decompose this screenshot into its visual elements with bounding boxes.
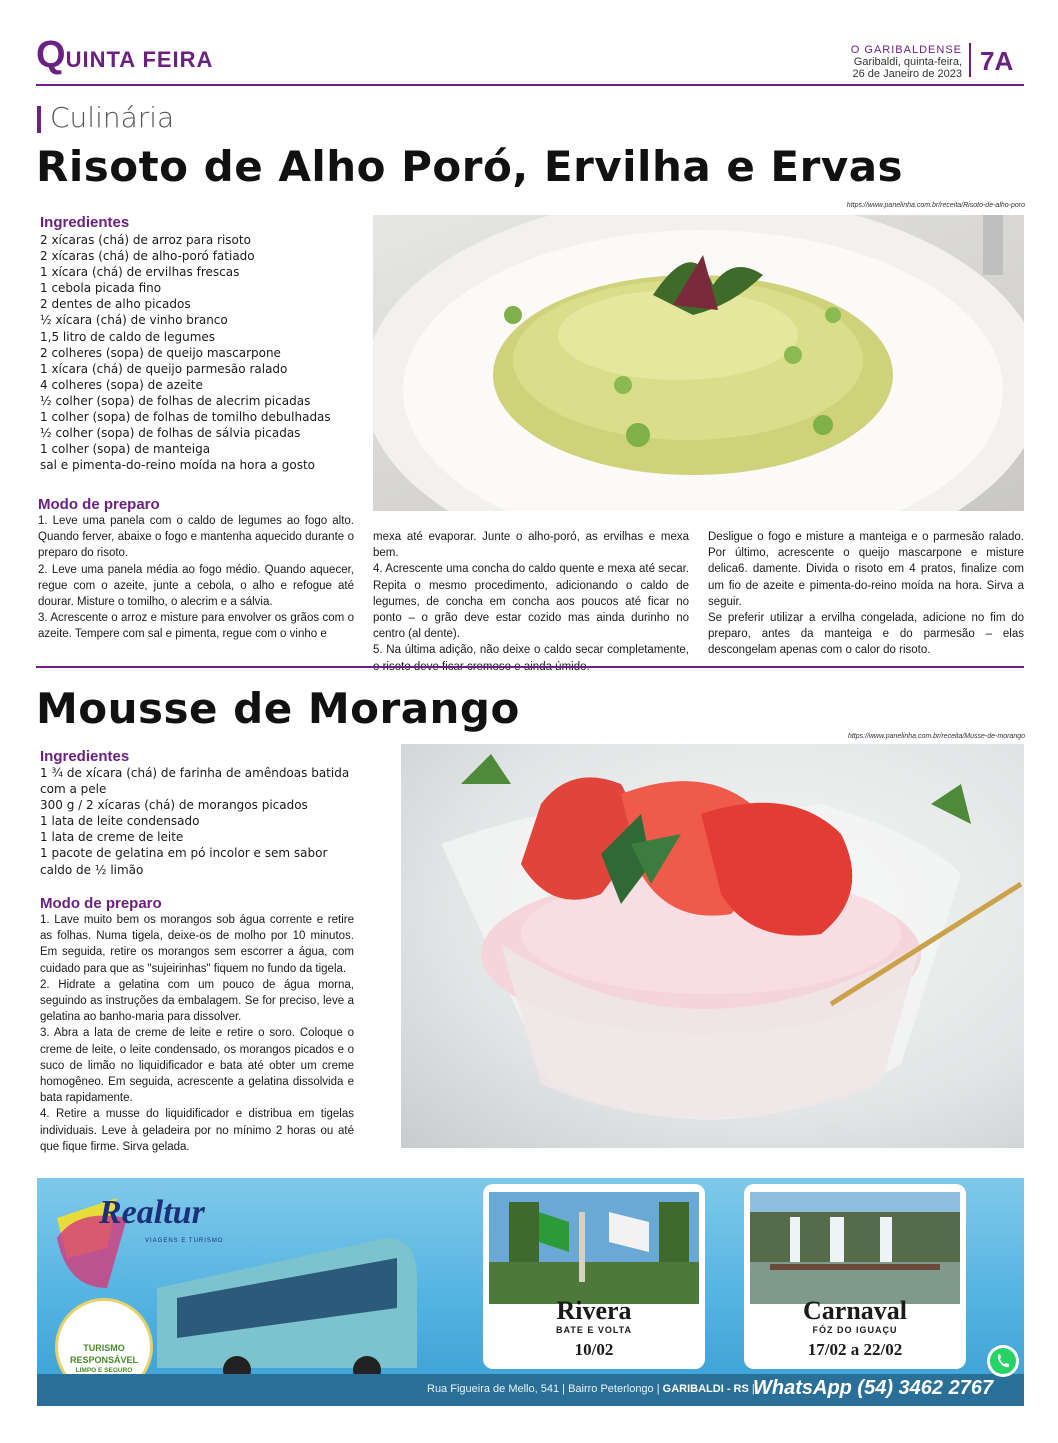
method-step: Se preferir utilizar a ervilha congelada, adicione no fim do preparo, antes da manteiga e do parmesão – elas descongelam apenas com o calor do risoto. — [708, 612, 1024, 657]
ad-address: Rua Figueira de Mello, 541 | Bairro Peterlongo | GARIBALDI - RS | — [427, 1383, 755, 1395]
method-step: mexa até evaporar. Junte o alho-poró, as ervilhas e mexa bem. — [373, 531, 689, 560]
ingredient-item: caldo de ½ limão — [40, 862, 144, 877]
method-step: 3. Acrescente o arroz e misture para envolver os grãos com o azeite. Tempere com sal e pimenta, regue com o vinho e — [38, 612, 354, 641]
ingredient-item: 1 lata de creme de leite — [40, 830, 184, 845]
whatsapp-icon[interactable] — [987, 1345, 1019, 1377]
trip-card-rivera[interactable] — [483, 1184, 705, 1369]
recipe2-ingredients-list — [40, 765, 360, 878]
responsible-tourism-seal: TURISMO RESPONSÁVEL LIMPO E SEGURO — [55, 1298, 153, 1396]
header-rule — [36, 84, 1024, 86]
newspaper-name: O GARIBALDENSE — [850, 44, 962, 56]
recipe1-method-col2 — [373, 529, 689, 675]
recipe2-title: Mousse de Morango — [36, 684, 520, 733]
trip-subtitle: BATE E VOLTA — [556, 1325, 632, 1335]
ingredient-item: 2 xícaras (chá) de arroz para risoto — [40, 233, 251, 247]
ingredient-item: 1 xícara (chá) de queijo parmesão ralado — [40, 361, 288, 376]
recipe2-ingredients-heading: Ingredientes — [40, 748, 130, 765]
issue-date-line2: 26 de Janeiro de 2023 — [852, 68, 962, 80]
ingredient-item: 2 colheres (sopa) de queijo mascarpone — [40, 345, 281, 360]
recipe2-method — [40, 912, 354, 1155]
ingredient-item: 300 g / 2 xícaras (chá) de morangos picados — [40, 798, 308, 813]
ingredient-item: 1 ¾ de xícara (chá) de farinha de amêndoas batida com a pele — [40, 766, 350, 797]
ingredient-item: 1 cebola picada fino — [40, 281, 162, 296]
ingredient-item: 1 xícara (chá) de ervilhas frescas — [40, 265, 240, 280]
recipe1-method-col1 — [38, 513, 354, 643]
recipe1-source-link[interactable]: https://www.panelinha.com.br/receita/Risoto-de-alho-poro — [846, 202, 1025, 209]
ingredient-item: 1 lata de leite condensado — [40, 814, 200, 829]
page-number: 7A — [980, 46, 1014, 76]
weekday-label: QUINTA FEIRA — [36, 34, 214, 76]
ingredient-item: 1 pacote de gelatina em pó incolor e sem sabor — [40, 846, 328, 861]
method-step: 3. Abra a lata de creme de leite e retire o soro. Coloque o creme de leite, o leite condensado, os morangos picados e o suco de limão no liquidificador e bata até obter um creme homogêneo. Em seguida, acrescente a gelatina dissolvida e bata rapidamente. — [40, 1027, 354, 1105]
ingredient-item: ½ colher (sopa) de folhas de alecrim picadas — [40, 393, 311, 408]
method-step: Desligue o fogo e misture a manteiga e o parmesão ralado. Por último, acrescente o queijo mascarpone e misture delica6. damente. Divida o risoto em 4 pratos, finalize com um fio de azeite e pimenta-do-reino moída na hora. Sirva a seguir. — [708, 531, 1024, 608]
paper-info — [851, 44, 962, 80]
trip-title: Rivera — [556, 1296, 632, 1325]
mousse-photo — [401, 744, 1024, 1148]
ingredient-item: 1,5 litro de caldo de legumes — [40, 329, 216, 344]
recipe2-method-heading: Modo de preparo — [40, 895, 162, 912]
rivera-photo — [489, 1192, 699, 1304]
issue-date-line1: Garibaldi, quinta-feira, — [853, 56, 962, 68]
method-step: 2. Leve uma panela média ao fogo médio. Quando aquecer, regue com o azeite, junte a cebola, o alho e refogue até dourar. Misture o tomilho, o alecrim e a sálvia. — [38, 563, 354, 609]
ingredient-item: 1 colher (sopa) de folhas de tomilho debulhadas — [40, 410, 331, 425]
realtur-advertisement[interactable] — [37, 1178, 1024, 1406]
ingredient-item: sal e pimenta-do-reino moída na hora a gosto — [40, 458, 316, 473]
trip-title: Carnaval — [803, 1296, 907, 1325]
page-number-separator — [969, 43, 971, 77]
risotto-photo — [373, 215, 1024, 511]
recipe1-method-col3 — [708, 529, 1024, 659]
method-step: 1. Leve uma panela com o caldo de legumes ao fogo alto. Quando ferver, abaixe o fogo e mantenha aquecido durante o preparo do risoto. — [38, 515, 354, 560]
section-marker — [37, 106, 41, 133]
ingredient-item: 2 xícaras (chá) de alho-poró fatiado — [40, 249, 255, 264]
recipe1-title: Risoto de Alho Poró, Ervilha e Ervas — [36, 142, 904, 191]
recipe2-source-link[interactable]: https://www.panelinha.com.br/receita/Musse-de-morango — [847, 733, 1025, 740]
recipe1-method-heading: Modo de preparo — [38, 496, 160, 513]
whatsapp-phone[interactable]: WhatsApp (54) 3462 2767 — [753, 1377, 994, 1399]
ingredient-item: ½ xícara (chá) de vinho branco — [40, 313, 228, 328]
realtur-logo: Realtur — [99, 1194, 205, 1231]
realtur-tagline: VIAGENS E TURISMO — [145, 1238, 224, 1244]
recipe1-ingredients-heading: Ingredientes — [40, 214, 130, 231]
ingredient-item: 4 colheres (sopa) de azeite — [40, 377, 203, 392]
masthead — [0, 0, 1058, 90]
method-step: 5. Na última adição, não deixe o caldo secar completamente, — [373, 644, 689, 657]
trip-card-carnaval[interactable] — [744, 1184, 966, 1369]
section-title: Culinária — [50, 101, 175, 134]
method-step: 4. Acrescente uma concha do caldo quente e mexa até secar. Repita o mesmo procedimento, adicionando o caldo de legumes, de concha em concha aos poucos até ficar no ponto – o grão deve estar cozido mas ainda durinho no centro (al dente). — [373, 563, 689, 641]
ingredient-item: 1 colher (sopa) de manteiga — [40, 442, 211, 457]
trip-date: 10/02 — [574, 1340, 614, 1359]
trip-date: 17/02 a 22/02 — [807, 1340, 903, 1359]
iguacu-falls-photo — [750, 1192, 960, 1304]
method-step: 2. Hidrate a gelatina com um pouco de água morna, seguindo as instruções da embalagem. Se for preciso, leve a gelatina ao banho-maria para dissolver. — [40, 978, 354, 1024]
recipe1-ingredients-list — [40, 232, 365, 473]
ingredient-item: 2 dentes de alho picados — [40, 297, 191, 312]
trip-subtitle: FÓZ DO IGUAÇU — [812, 1325, 898, 1335]
ingredient-item: ½ colher (sopa) de folhas de sálvia picadas — [40, 426, 301, 441]
method-step: 1. Lave muito bem os morangos sob água corrente e retire as folhas. Numa tigela, deixe-os de molho por 10 minutos. Em seguida, retire os morangos sem escorrer a água, com cuidado para que as "sujeirinhas" fiquem no fundo da tigela. — [40, 914, 354, 975]
method-step: 4. Retire a musse do liquidificador e distribua em tigelas individuais. Leve à geladeira por no mínimo 2 horas ou até que fique firme. Sirva gelada. — [40, 1108, 354, 1153]
recipe-divider — [36, 666, 1024, 668]
